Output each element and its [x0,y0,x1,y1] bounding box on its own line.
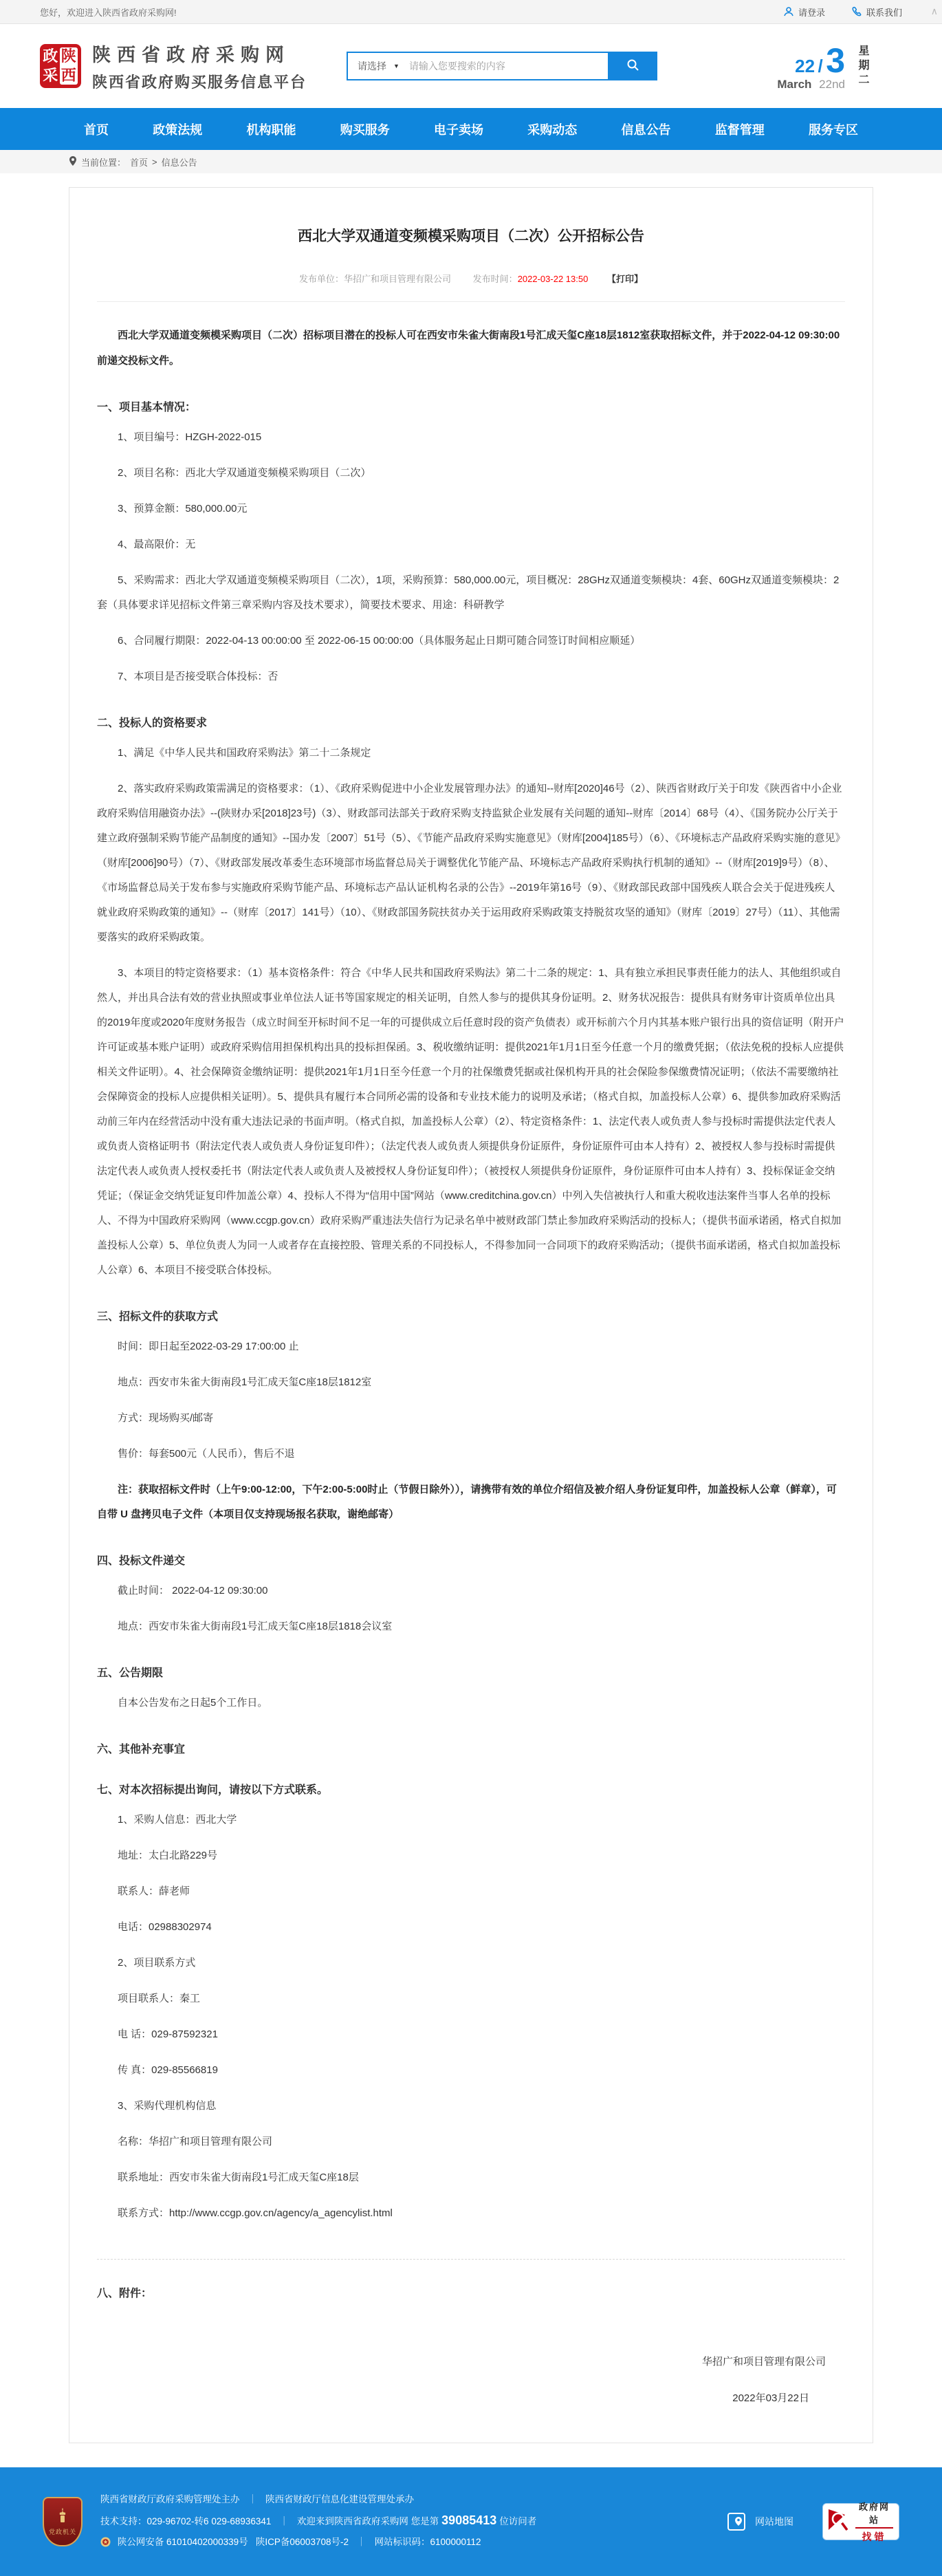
contact-link[interactable]: 联系我们 [851,6,902,19]
paragraph: 传 真：029-85566819 [118,2064,218,2076]
paragraph: 2、项目联系方式 [118,1957,196,1969]
date-ordinal: 22nd [819,78,845,91]
paragraph: 3、采购代理机构信息 [118,2100,217,2112]
user-icon [783,6,794,17]
search-category-select[interactable]: 请选择 ▼ [358,61,399,72]
announcement-card [69,187,873,2443]
top-bar [0,0,942,24]
nav-item-service-zone[interactable]: 服务专区 [809,122,858,137]
nav-item-home[interactable]: 首页 [84,122,109,137]
breadcrumb-current[interactable]: 信息公告 [161,157,197,168]
nav-item-functions[interactable]: 机构职能 [246,122,296,137]
paragraph: 联系人：薛老师 [118,1885,190,1897]
paragraph: 5、采购需求：西北大学双通道变频模采购项目（二次），1项，采购预算：580,000.00元，项目概况：28GHz双通道变频模块：4套、60GHz双通道变频模块：2套（具体要求详见招标文件第三章采购内容及技术要求），简要技术要求、用途：科研教学 [97,574,840,611]
date-day: 22 [795,56,815,76]
section-heading: 二、投标人的资格要求 [97,717,208,729]
footer-line-3: 陕公网安备 61010402000339号 陕ICP备06003708号-2 ｜ 网站标识码：6100000112 [100,2532,536,2555]
site-footer [0,2467,942,2576]
paragraph: 7、本项目是否接受联合体投标：否 [118,671,278,682]
search-input[interactable] [409,53,608,79]
divider [97,2259,845,2260]
signature-company: 华招广和项目管理有限公司 [701,2356,826,2368]
visitor-count: 39085413 [441,2513,497,2527]
site-id-code: 网站标识码：6100000112 [374,2536,481,2547]
page-title: 西北大学双通道变频模采购项目（二次）公开招标公告 [298,228,644,244]
phone-icon [851,6,862,17]
paragraph: 1、项目编号：HZGH-2022-015 [118,431,262,443]
paragraph: 截止时间： 2022-04-12 09:30:00 [118,1585,268,1597]
article-meta [97,272,845,302]
article-intro: 西北大学双通道变频模采购项目（二次）招标项目潜在的投标人可在西安市朱雀大街南段1号汇成天玺C座18层1812室获取招标文件，并于2022-04-12 09:30:00前递交投标文件。 [97,329,840,367]
paragraph: 售价：每套500元（人民币），售后不退 [118,1448,295,1460]
paragraph: 电话：02988302974 [118,1921,212,1933]
nav-item-supervision[interactable]: 监督管理 [714,122,765,137]
section-heading: 四、投标文件递交 [97,1555,186,1567]
nav-item-e-market[interactable]: 电子卖场 [434,122,483,137]
gov-agency-badge: 党政机关 [43,2497,83,2546]
date-widget: 22 / 3 March 22nd 星期二 [777,41,902,91]
paragraph: 1、采购人信息：西北大学 [118,1814,237,1826]
location-pin-icon [69,156,77,168]
search-icon [626,58,639,74]
public-security-emblem-icon [100,2534,111,2555]
site-subtitle: 陕西省政府购买服务信息平台 [92,74,307,91]
publish-time: 2022-03-22 13:50 [517,274,589,284]
signature-date: 2022年03月22日 [732,2392,809,2404]
beian-number[interactable]: 陕公网安备 61010402000339号 [117,2536,248,2547]
paragraph: 地点：西安市朱雀大街南段1号汇成天玺C座18层1818会议室 [118,1621,393,1632]
paragraph: 名称：华招广和项目管理有限公司 [118,2136,273,2147]
caret-down-icon: ▼ [393,63,399,69]
footer-line-1: 陕西省财政厅政府采购管理处主办 ｜ 陕西省财政厅信息化建设管理处承办 [100,2493,414,2504]
publish-time-label: 发布时间： [472,274,518,284]
sitemap-icon [726,2509,749,2535]
date-month-name: March [777,78,812,91]
footer-line-2: 技术支持：029-96702-转6 029-68936341 ｜ 欢迎来到陕西省政府采购网 您是第 39085413 位访问者 [100,2513,537,2527]
nav-item-announcements[interactable]: 信息公告 [621,122,671,137]
site-header [0,24,942,108]
breadcrumb-label: 当前位置： [81,157,127,168]
date-month-number: 3 [826,41,845,80]
paragraph: 联系地址：西安市朱雀大街南段1号汇成天玺C座18层 [118,2172,359,2183]
paragraph: 联系方式：http://www.ccgp.gov.cn/agency/a_agencylist.html [118,2207,393,2219]
site-logo: 政 采 陕 西 [40,44,81,88]
paragraph: 项目联系人：秦工 [118,1993,201,2004]
welcome-text: 您好，欢迎进入陕西省政府采购网! [40,7,177,18]
section-heading: 七、对本次招标提出询问，请按以下方式联系。 [97,1784,329,1796]
attachment-heading: 八、附件： [97,2288,153,2299]
breadcrumb: 当前位置： 首页 > 信息公告 [0,150,942,173]
search-box [347,52,657,80]
section-heading: 五、公告期限 [97,1667,164,1679]
paragraph: 时间：即日起至2022-03-29 17:00:00 止 [118,1341,299,1352]
section-heading: 三、招标文件的获取方式 [97,1311,219,1323]
paragraph: 地点：西安市朱雀大街南段1号汇成天玺C座18层1812室 [118,1376,372,1388]
site-title: 陕西省政府采购网 [92,45,290,65]
paragraph: 4、最高限价：无 [118,539,196,550]
search-button[interactable] [608,52,657,80]
article-body [97,398,845,2226]
sitemap-link[interactable]: 网站地图 [726,2509,793,2535]
paragraph: 注：获取招标文件时（上午9:00-12:00，下午2:00-5:00时止（节假日除外）），请携带有效的单位介绍信及被介绍人身份证复印件，加盖投标人公章（鲜章），可自带 U 盘拷贝电子文件（本项目仅支持现场报名获取，谢绝邮寄） [97,1484,837,1520]
paragraph: 自本公告发布之日起5个工作日。 [118,1697,268,1709]
paragraph: 方式：现场购买/邮寄 [118,1412,214,1424]
main-nav [0,108,942,150]
section-heading: 一、项目基本情况： [97,402,197,413]
paragraph: 1、满足《中华人民共和国政府采购法》第二十二条规定 [118,747,371,759]
paragraph: 3、本项目的特定资格要求：（1）基本资格条件：符合《中华人民共和国政府采购法》第二十二条的规定：1、具有独立承担民事责任能力的法人、其他组织或自然人，并出具合法有效的营业执照或事业单位法人证书等国家规定的相关证明，自然人参与的提供其身份证明。2、财务状况报告：提供具有财务审计资质单位出具的2019年度或2020年度财务报告（成立时间至开标时间不足一年的可提供成立后任意时段的资产负债表）或开标前六个月内其基本账户银行出具的资信证明（附开户许可证或基本账户证明）或政府采购信用担保机构出具的投标担保函。3、税收缴纳证明：提供2021年1月1日至今任意一个月的缴费凭据；（依法免税的投标人应提供相关文件证明）。4、社会保障资金缴纳证明：提供2021年1月1日至今任意一个月的社保缴费凭据或社保机构开具的社会保险参保缴费情况证明；（依法不需要缴纳社会保障资金的投标人应提供相关证明）。5、提供具有履行本合同所必需的设备和专业技术能力的说明及承诺；（格式自拟，加盖投标人公章）6、提供参加政府采购活动前三年内在经营活动中没有重大违法记录的书面声明。（格式自拟，加盖投标人公章）（2）、特定资格条件：1、法定代表人或负责人参与投标时需提供法定代表人或负责人资格证明书（附法定代表人或负责人身份证复印件）；（法定代表人或负责人须提供身份证原件，身份证原件可由本人持有）2、被授权人参与投标时需提供法定代表人或负责人授权委托书（附法定代表人或负责人及被授权人身份证复印件）；（被授权人须提供身份证原件，身份证原件可由本人持有）3、投标保证金交纳凭证；（保证金交纳凭证复印件加盖公章）4、投标人不得为“信用中国”网站（www.creditchina.gov.cn）中列入失信被执行人和重大税收违法案件当事人名单的投标人、不得为中国政府采购网（www.ccgp.gov.cn）政府采购严重违法失信行为记录名单中被财政部门禁止参加政府采购活动的投标人；（提供书面承诺函，格式自拟加盖投标人公章）5、单位负责人为同一人或者存在直接控股、管理关系的不同投标人，不得参加同一合同项下的政府采购活动；（提供书面承诺函，格式自拟加盖投标人公章）6、本项目不接受联合体投标。 [97,967,844,1276]
paragraph: 2、落实政府采购政策需满足的资格要求：（1）、《政府采购促进中小企业发展管理办法》的通知--财库[2020]46号（2）、陕西省财政厅关于印发《陕西省中小企业政府采购信用融资办法》--(陕财办采[2018]23号)（3）、财政部司法部关于政府采购支持监狱企业发展有关问题的通知--财库〔2014〕68号（4）、《国务院办公厅关于建立政府强制采购节能产品制度的通知》--国办发〔2007〕51号（5）、《节能产品政府采购实施意见》（财库[2004]185号）（6）、《环境标志产品政府采购实施的意见》（财库[2006]90号）（7）、《财政部发展改革委生态环境部市场监督总局关于调整优化节能产品、环境标志产品政府采购执行机制的通知》--（财库[2019]9号）（8）、《市场监督总局关于发布参与实施政府采购节能产品、环境标志产品认证机构名录的公告》--2019年第16号（9）、《财政部民政部中国残疾人联合会关于促进残疾人就业政府采购政策的通知》--（财库〔2017〕141号）（10）、《财政部国务院扶贫办关于运用政府采购政策支持脱贫攻坚的通知》（财库〔2019〕27号）（11）、其他需要落实的政府采购政策。 [97,783,842,943]
nav-item-policies[interactable]: 政策法规 [153,122,203,137]
paragraph: 电 话：029-87592321 [118,2028,218,2040]
paragraph: 6、合同履行期限：2022-04-13 00:00:00 至 2022-06-15 00:00:00（具体服务起止日期可随合同签订时间相应顺延） [118,635,641,647]
nav-item-procurement-news[interactable]: 采购动态 [527,122,578,137]
paragraph: 2、项目名称：西北大学双通道变频模采购项目（二次） [118,467,371,479]
section-heading: 六、其他补充事宜 [97,1744,186,1755]
publisher-label: 发布单位： [299,274,344,284]
paragraph: 3、预算金额：580,000.00元 [118,503,248,515]
breadcrumb-home[interactable]: 首页 [130,157,149,168]
print-button[interactable]: 【打印】 [606,274,643,284]
paragraph: 地址：太白北路229号 [118,1850,218,1861]
find-error-magnifier-icon [827,2507,851,2537]
date-weekday: 星期二 [857,44,868,88]
nav-item-purchase-services[interactable]: 购买服务 [340,122,390,137]
publisher-name: 华招广和项目管理有限公司 [344,274,452,284]
find-error-badge[interactable]: 政府网站 找错 [822,2503,899,2540]
icp-number[interactable]: 陕ICP备06003708号-2 [255,2536,349,2547]
login-link[interactable]: 请登录 [783,6,825,19]
torch-emblem-icon [55,2507,70,2525]
chevron-up-icon[interactable]: ∧ [930,6,938,17]
